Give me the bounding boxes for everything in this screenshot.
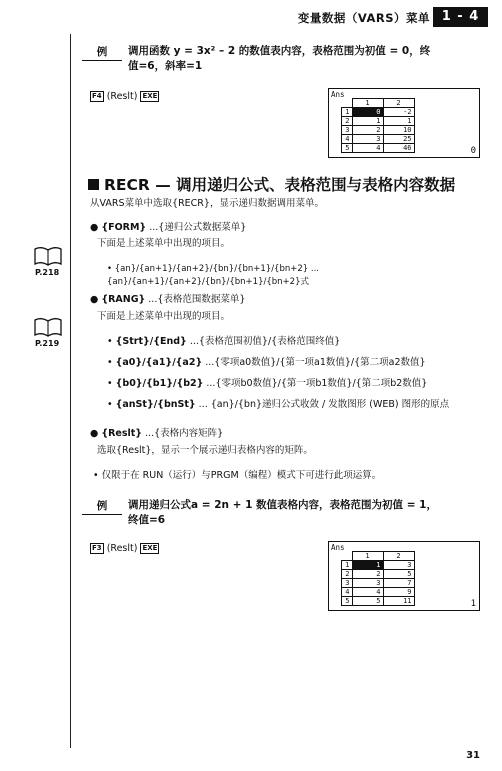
matrix-corner bbox=[342, 99, 353, 108]
matrix-col-header: 1 bbox=[352, 552, 383, 561]
matrix-cell-selected: 1 bbox=[352, 561, 383, 570]
matrix-cell: 9 bbox=[383, 588, 414, 597]
header-title: 变量数据（VARS）菜单 bbox=[297, 11, 430, 25]
exe-key: EXE bbox=[142, 92, 158, 100]
example1-line2: 值=6，斜率=1 bbox=[128, 60, 203, 72]
mode-note-text: 仅限于在 RUN（运行）与PRGM（编程）模式下可进行此项运算。 bbox=[101, 470, 382, 481]
matrix-row-index: 1 bbox=[342, 108, 353, 117]
page-number: 31 bbox=[466, 750, 480, 761]
result-value: 0 bbox=[470, 146, 476, 156]
matrix-cell: 4 bbox=[352, 144, 383, 153]
result-value: 1 bbox=[470, 599, 476, 609]
matrix-row-index: 5 bbox=[342, 144, 353, 153]
matrix-cell: 3 bbox=[352, 579, 383, 588]
rang-key: {RANG} bbox=[101, 294, 146, 305]
page-ref: P.218 bbox=[35, 268, 60, 277]
keystroke-label: (Reslt) bbox=[106, 543, 138, 554]
form-item-text: {an}/{an+1}/{an+2}/{bn}/{bn+1}/{bn+2} ... {an}/{an+1}/{an+2}/{bn}/{bn+1}/{bn+2}式 bbox=[107, 264, 319, 287]
example2-line2: 终值=6 bbox=[128, 514, 166, 526]
matrix-cell: 10 bbox=[383, 126, 414, 135]
calculator-screen-2 bbox=[328, 541, 480, 611]
ans-label: Ans bbox=[331, 90, 345, 99]
matrix-cell: 25 bbox=[383, 135, 414, 144]
book-icon bbox=[34, 246, 62, 266]
rang-item-key: {a0}/{a1}/{a2} bbox=[115, 357, 203, 368]
matrix-row-index: 3 bbox=[342, 126, 353, 135]
section-intro: 从VARS菜单中选取{RECR}，显示递归数据调用菜单。 bbox=[90, 198, 324, 209]
matrix-cell: 3 bbox=[383, 561, 414, 570]
matrix-cell: 7 bbox=[383, 579, 414, 588]
example1-keystroke bbox=[90, 91, 159, 102]
form-key: {FORM} bbox=[101, 222, 147, 233]
matrix-row-index: 4 bbox=[342, 135, 353, 144]
mode-note: • 仅限于在 RUN（运行）与PRGM（编程）模式下可进行此项运算。 bbox=[93, 470, 382, 481]
rang-item: • {anSt}/{bnSt} ... {an}/{bn}递归公式收敛 / 发散图形 (WEB) 图形的原点 bbox=[107, 399, 450, 410]
matrix-cell: 1 bbox=[383, 117, 414, 126]
matrix-row-index: 1 bbox=[342, 561, 353, 570]
rang-item: • {a0}/{a1}/{a2} ...{零项a0数值}/{第一项a1数值}/{第二项a2数值} bbox=[107, 357, 426, 368]
matrix-cell: 5 bbox=[352, 597, 383, 606]
matrix-row-index: 5 bbox=[342, 597, 353, 606]
page-ref: P.219 bbox=[35, 339, 60, 348]
matrix-col-header: 1 bbox=[352, 99, 383, 108]
form-desc: 下面是上述菜单中出现的项目。 bbox=[97, 238, 231, 249]
matrix-cell: 46 bbox=[383, 144, 414, 153]
matrix-cell: -2 bbox=[383, 108, 414, 117]
reslt-heading: ● {Reslt} ...{表格内容矩阵} bbox=[90, 428, 224, 439]
matrix-table bbox=[341, 98, 415, 153]
f4-key: F4 bbox=[92, 92, 102, 100]
matrix-row-index: 4 bbox=[342, 588, 353, 597]
matrix-row-index: 3 bbox=[342, 579, 353, 588]
reslt-desc-short: ...{表格内容矩阵} bbox=[142, 428, 224, 439]
book-icon bbox=[34, 317, 62, 337]
rang-item: • {b0}/{b1}/{b2} ...{零项b0数值}/{第一项b1数值}/{第二项b2数值} bbox=[107, 378, 428, 389]
square-bullet-icon bbox=[88, 179, 99, 190]
form-item: • {an}/{an+1}/{an+2}/{bn}/{bn+1}/{bn+2} ... {an}/{an+1}/{an+2}/{bn}/{bn+1}/{bn+2}式 bbox=[107, 264, 319, 287]
section-title: RECR — 调用递归公式、表格范围与表格内容数据 bbox=[104, 176, 456, 194]
keystroke-label: (Reslt) bbox=[106, 91, 138, 102]
rang-item-key: {b0}/{b1}/{b2} bbox=[115, 378, 204, 389]
example-label: 例 bbox=[82, 44, 122, 61]
rang-item-text: ... {an}/{bn}递归公式收敛 / 发散图形 (WEB) 图形的原点 bbox=[195, 399, 450, 410]
f3-key: F3 bbox=[92, 544, 102, 552]
ans-label: Ans bbox=[331, 543, 345, 552]
matrix-cell: 11 bbox=[383, 597, 414, 606]
form-desc-short: ...{递归公式数据菜单} bbox=[146, 222, 247, 233]
matrix-col-header: 2 bbox=[383, 552, 414, 561]
rang-desc-short: ...{表格范围数据菜单} bbox=[145, 294, 246, 305]
example2-keystroke bbox=[90, 543, 159, 554]
matrix-cell: 2 bbox=[352, 570, 383, 579]
matrix-cell: 1 bbox=[352, 117, 383, 126]
example1-line1: 调用函数 y = 3x² – 2 的数值表内容，表格范围为初值 = 0，终 bbox=[128, 45, 431, 57]
rang-item-text: ...{零项b0数值}/{第一项b1数值}/{第二项b2数值} bbox=[203, 378, 428, 389]
matrix-cell: 3 bbox=[352, 135, 383, 144]
matrix-corner bbox=[342, 552, 353, 561]
matrix-col-header: 2 bbox=[383, 99, 414, 108]
matrix-cell: 2 bbox=[352, 126, 383, 135]
reslt-desc: 选取{Reslt}，显示一个展示递归表格内容的矩阵。 bbox=[97, 445, 313, 456]
calculator-screen-1 bbox=[328, 88, 480, 158]
rang-item: • {Strt}/{End} ...{表格范围初值}/{表格范围终值} bbox=[107, 336, 341, 347]
form-heading: ● {FORM} ...{递归公式数据菜单} bbox=[90, 222, 247, 233]
section-badge: 1 - 4 bbox=[433, 7, 488, 27]
example2-line1: 调用递归公式a = 2n + 1 数值表格内容，表格范围为初值 = 1， bbox=[128, 499, 437, 511]
rang-item-text: ...{零项a0数值}/{第一项a1数值}/{第二项a2数值} bbox=[202, 357, 426, 368]
matrix-cell: 4 bbox=[352, 588, 383, 597]
section-heading bbox=[88, 173, 455, 195]
matrix-cell: 5 bbox=[383, 570, 414, 579]
example-label: 例 bbox=[82, 498, 122, 515]
rang-item-key: {anSt}/{bnSt} bbox=[115, 399, 196, 410]
rang-heading: ● {RANG} ...{表格范围数据菜单} bbox=[90, 294, 246, 305]
exe-key: EXE bbox=[142, 544, 158, 552]
margin-rule bbox=[70, 34, 71, 748]
reslt-key: {Reslt} bbox=[101, 428, 143, 439]
matrix-cell-selected: 0 bbox=[352, 108, 383, 117]
matrix-row-index: 2 bbox=[342, 117, 353, 126]
rang-desc: 下面是上述菜单中出现的项目。 bbox=[97, 311, 231, 322]
matrix-table bbox=[341, 551, 415, 606]
matrix-row-index: 2 bbox=[342, 570, 353, 579]
rang-item-key: {Strt}/{End} bbox=[115, 336, 187, 347]
rang-item-text: ...{表格范围初值}/{表格范围终值} bbox=[186, 336, 341, 347]
